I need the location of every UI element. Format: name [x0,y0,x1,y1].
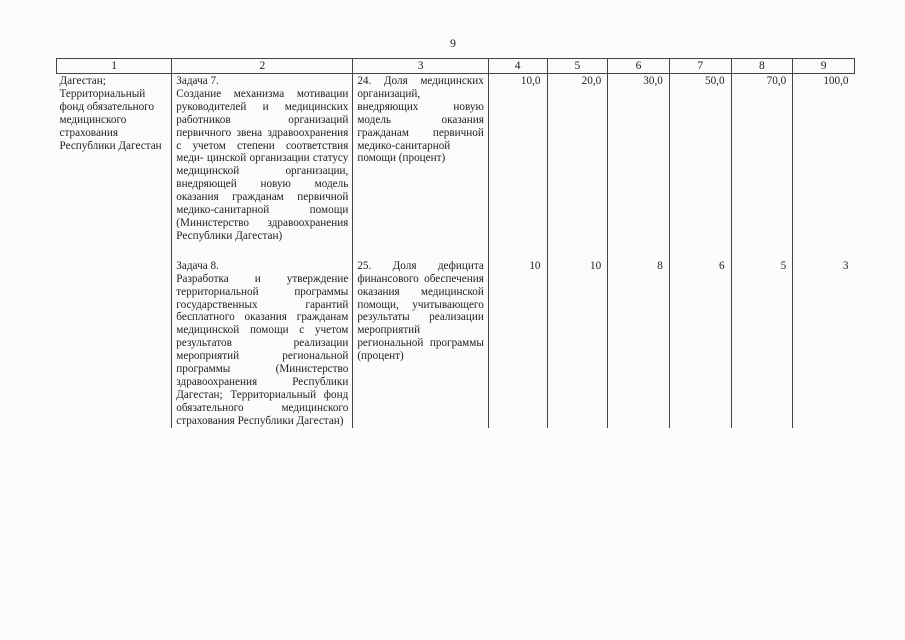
task-title: Задача 8. [176,259,219,272]
column-header-2: 2 [172,59,353,74]
column-header-7: 7 [669,59,731,74]
value-cell-4: 10 [488,259,547,428]
value-cell-5: 20,0 [547,74,608,243]
column-header-1: 1 [57,59,172,74]
value-cell-8: 70,0 [731,74,793,243]
value-cell-6: 30,0 [608,74,670,243]
column-header-4: 4 [488,59,547,74]
indicator-cell: 25. Доля дефицита финансового обеспечения оказания медицинской помощи, учитывающего результаты реализации мероприятий региональной программы (процент) [353,259,489,428]
value-cell-9: 100,0 [793,74,855,243]
task-text: Разработка и утверждение территориальной программы государственных гарантий бесплатного оказания гражданам медицинской помощи с учетом результатов реализации мероприятий региональной программы (Министерство здравоохранения Республики Дагестан; Территориальный фонд обязательного медицинского страхования Республики Дагестан) [176,272,349,427]
table-row [57,74,855,243]
column-number-row [57,59,855,74]
value-cell-5: 10 [547,259,608,428]
task-cell [172,74,353,243]
table-row [57,259,855,428]
value-cell-6: 8 [608,259,670,428]
column-header-6: 6 [608,59,670,74]
task-text: Создание механизма мотивации руководителей и медицинских работников организаций первичного звена здравоохранения с учетом степени соответствия меди- цинской организации статусу медицинской организации, внедряющей новую модель оказания гражданам первичной медико-санитарной помощи (Министерство здравоохранения Республики Дагестан) [176,87,349,242]
value-cell-7: 50,0 [669,74,731,243]
executor-text: Дагестан; Территориальный фонд обязательного медицинского страхования Республики Дагестан [59,75,162,152]
page-number: 9 [450,36,456,50]
value-cell-4: 10,0 [488,74,547,243]
column-header-8: 8 [731,59,793,74]
indicators-table [56,58,855,428]
value-cell-8: 5 [731,259,793,428]
executor-cell [57,259,172,428]
value-cell-7: 6 [669,259,731,428]
column-header-9: 9 [793,59,855,74]
column-header-5: 5 [547,59,608,74]
indicator-cell: 24. Доля медицинских организаций, внедряющих новую модель оказания гражданам первичной медико-санитарной помощи (процент) [353,74,489,243]
column-header-3: 3 [353,59,489,74]
row-spacer [57,243,855,259]
value-cell-9: 3 [793,259,855,428]
task-title: Задача 7. [176,75,219,87]
task-cell [172,259,353,428]
executor-cell [57,74,172,243]
